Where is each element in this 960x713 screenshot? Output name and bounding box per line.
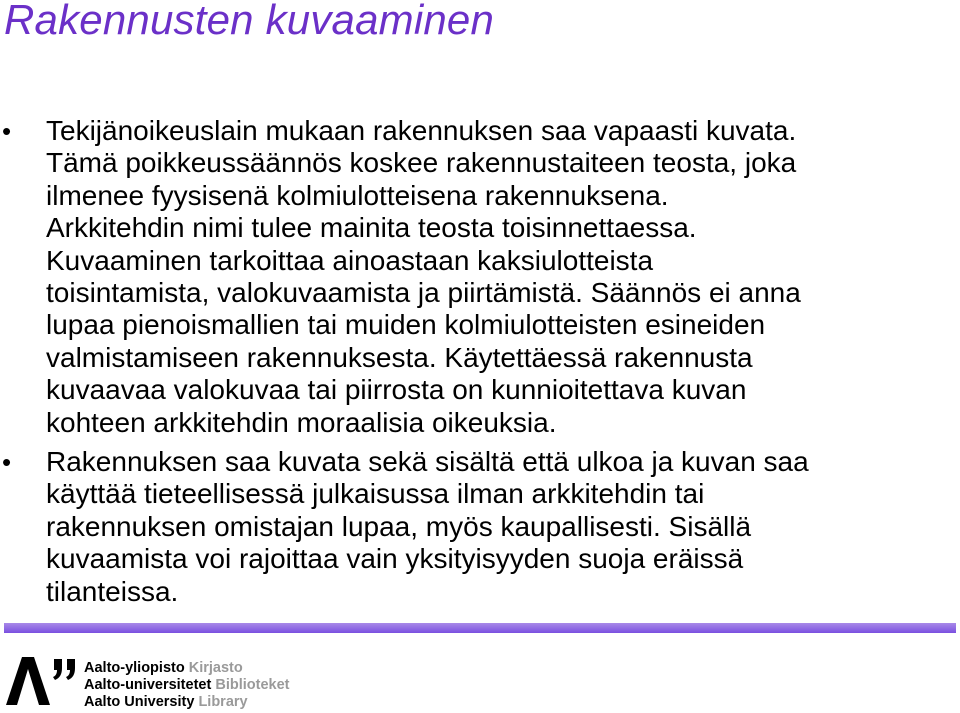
bullet-line: valmistamiseen rakennuksesta. Käytettäessä rakennusta — [46, 341, 753, 373]
aalto-logo-icon — [6, 655, 78, 705]
page-title: Rakennusten kuvaaminen — [4, 0, 495, 43]
library-name: Kirjasto — [188, 660, 243, 676]
bullet-line: kuvaavaa valokuvaa tai piirrosta on kunnioitettava kuvan — [46, 374, 747, 406]
org-name: Aalto-universitetet — [84, 677, 212, 693]
bullet-line: toisintamista, valokuvaamista ja piirtämistä. Säännös ei anna — [46, 277, 801, 309]
bullet-line: Rakennuksen saa kuvata sekä sisältä että ulkoa ja kuvan saa — [46, 446, 809, 478]
org-name: Aalto-yliopisto — [84, 660, 185, 676]
bullet-line: kohteen arkkitehdin moraalisia oikeuksia. — [46, 406, 557, 438]
bullet-item — [0, 446, 960, 608]
footer-row — [84, 660, 289, 677]
bullet-line: Tämä poikkeussäännös koskee rakennustaiteen teosta, joka — [46, 147, 797, 179]
bullet-list — [0, 115, 960, 608]
footer-divider — [4, 623, 956, 633]
bullet-line: Arkkitehdin nimi tulee mainita teosta toisinnettaessa. — [46, 212, 697, 244]
footer-row — [84, 677, 289, 694]
bullet-line: Kuvaaminen tarkoittaa ainoastaan kaksiulotteista — [46, 244, 654, 276]
bullet-dot-icon: • — [2, 116, 12, 146]
footer-row — [84, 694, 289, 711]
bullet-dot-icon: • — [2, 447, 12, 478]
bullet-item — [0, 115, 960, 439]
bullet-line: rakennuksen omistajan lupaa, myös kaupallisesti. Sisällä — [46, 510, 752, 542]
bullet-line: tilanteissa. — [46, 575, 179, 607]
org-name: Aalto University — [84, 694, 195, 710]
bullet-line: kuvaamista voi rajoittaa vain yksityisyyden suoja eräissä — [46, 543, 744, 575]
bullet-line: ilmenee fyysisenä kolmiulotteisena rakennuksena. — [46, 179, 669, 211]
bullet-line: käyttää tieteellisessä julkaisussa ilman arkkitehdin tai — [46, 478, 705, 510]
bullet-line: lupaa pienoismallien tai muiden kolmiulotteisten esineiden — [46, 309, 766, 341]
library-name: Biblioteket — [215, 677, 290, 693]
library-name: Library — [198, 694, 248, 710]
bullet-line: Tekijänoikeuslain mukaan rakennuksen saa vapaasti kuvata. — [46, 115, 797, 146]
footer-org-names — [84, 660, 289, 711]
